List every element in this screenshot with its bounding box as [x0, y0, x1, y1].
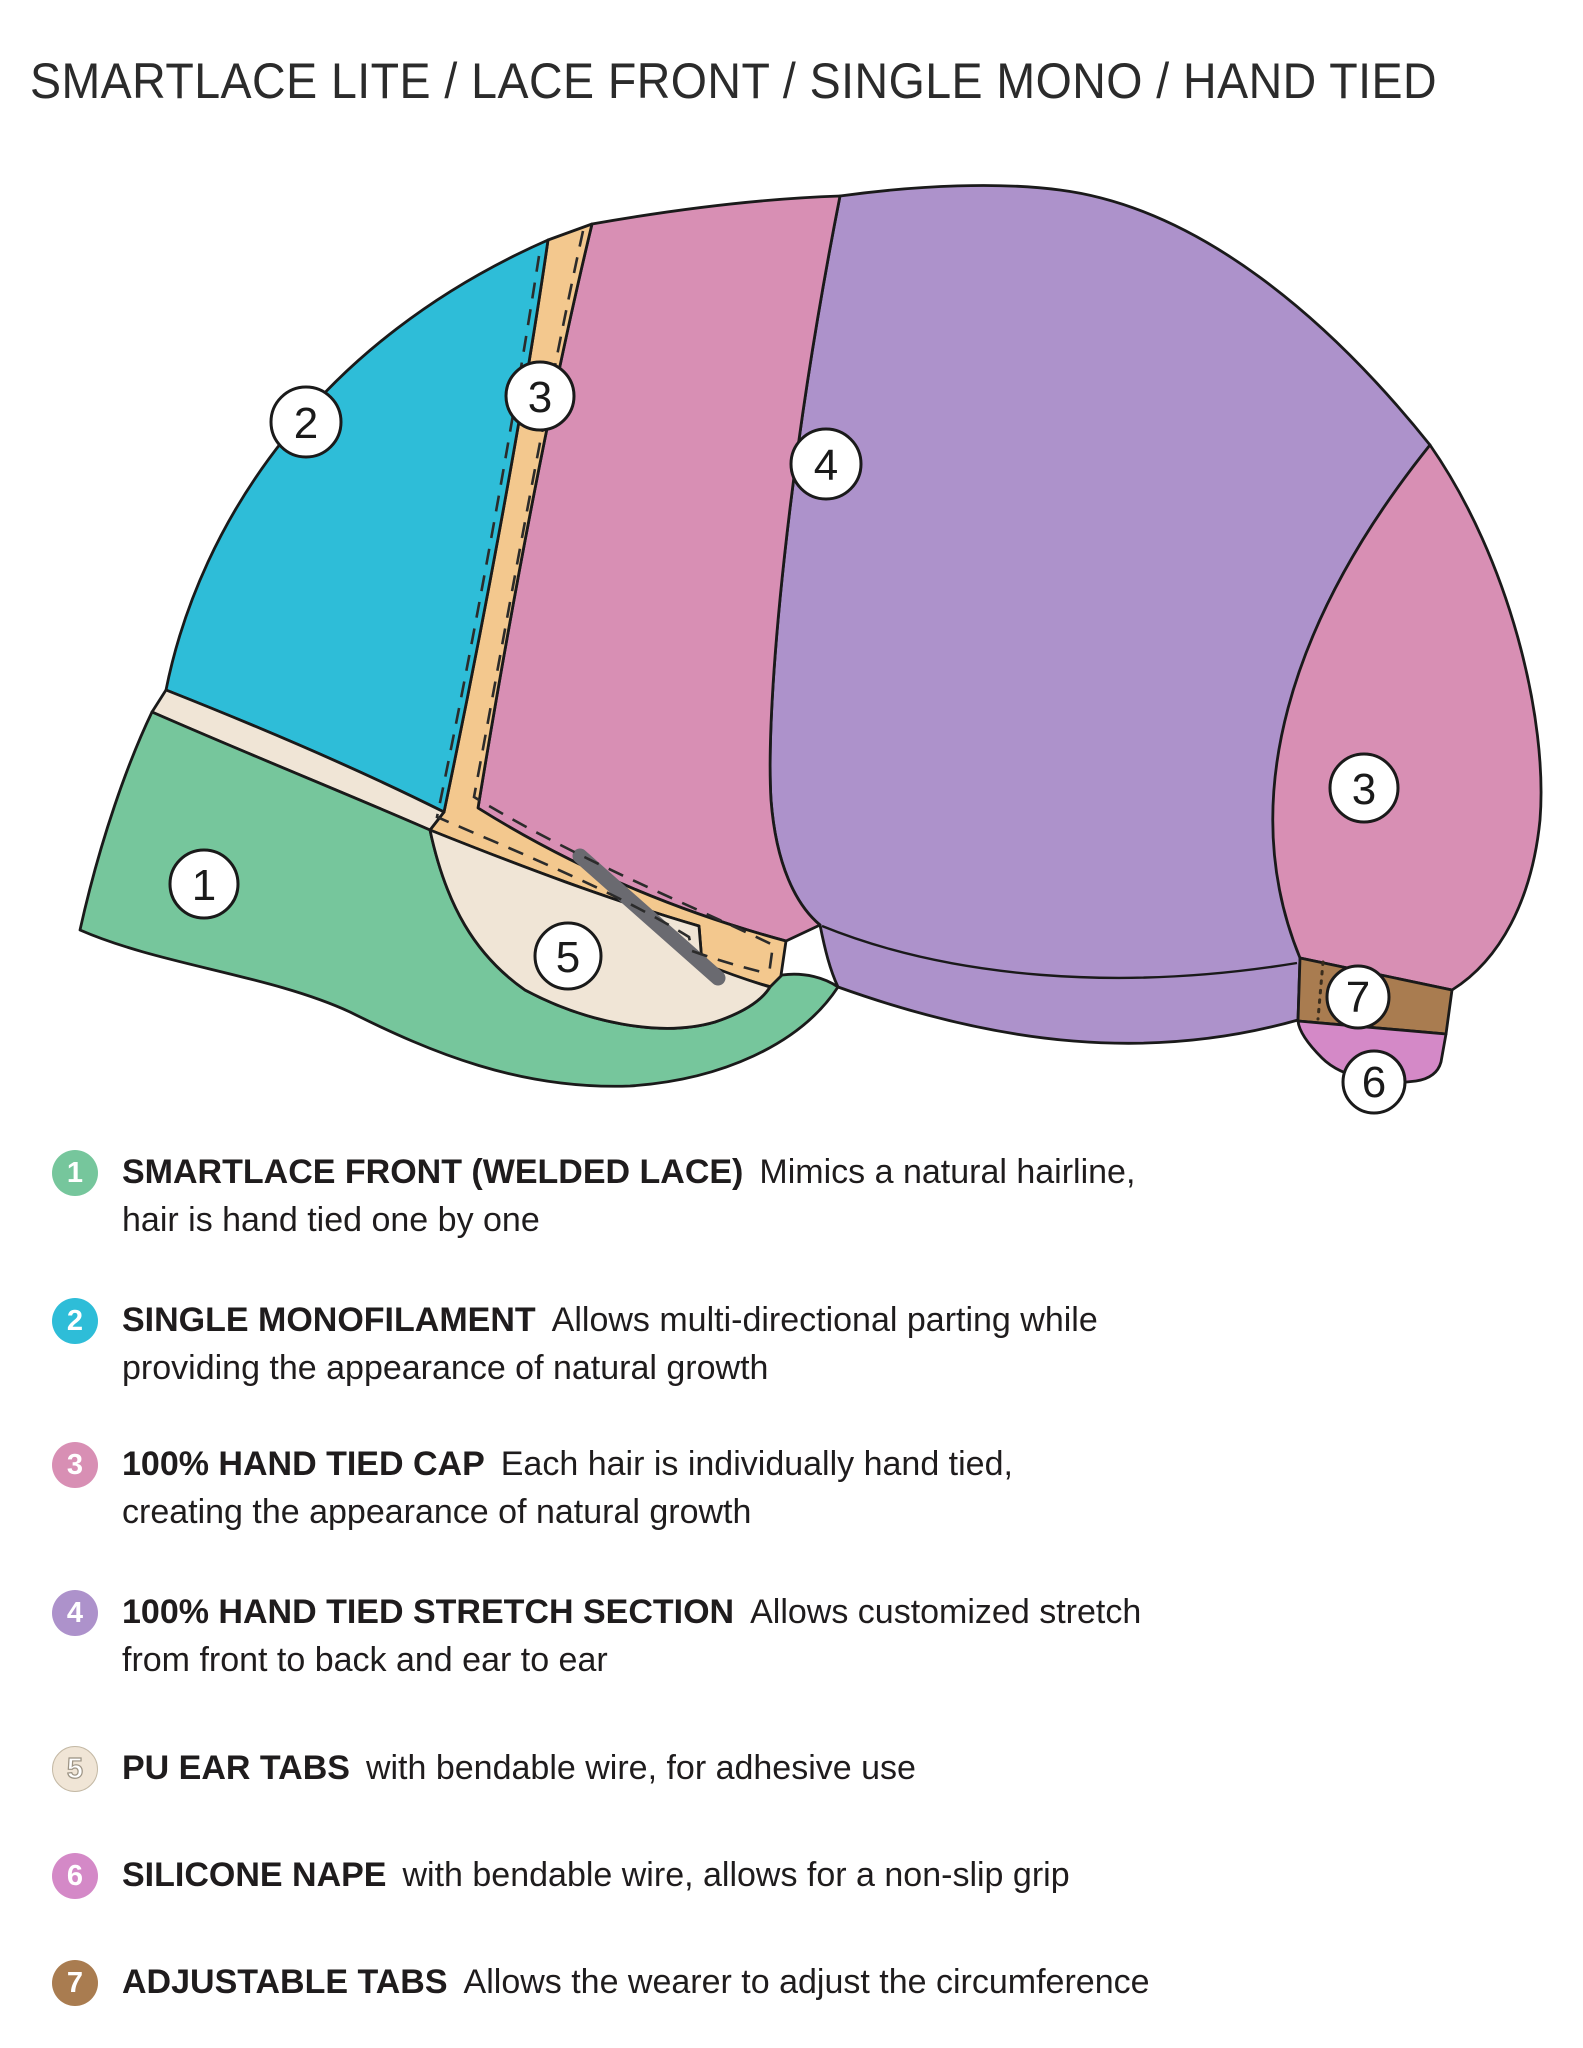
- legend-item-ear-tabs: [52, 1744, 1542, 1792]
- legend-badge-7: 7: [52, 1960, 98, 2006]
- legend-text: [122, 1440, 1013, 1536]
- marker-hand-tied-front: [506, 362, 574, 430]
- svg-text:1: 1: [191, 861, 217, 910]
- marker-silicone-nape: [1343, 1051, 1405, 1113]
- marker-ear-tab: [535, 923, 601, 989]
- legend-text: [122, 1148, 1135, 1244]
- legend-title: 100% HAND TIED CAP: [122, 1445, 485, 1483]
- legend-text: [122, 1744, 916, 1792]
- legend-item-adjustable-tabs: [52, 1958, 1542, 2006]
- legend-badge-4: 4: [52, 1590, 98, 1636]
- marker-single-mono: [271, 387, 341, 457]
- legend-desc-line: Mimics a natural hairline,: [759, 1153, 1136, 1191]
- marker-hand-tied-back: [1330, 754, 1398, 822]
- legend-title: SMARTLACE FRONT (WELDED LACE): [122, 1153, 744, 1191]
- legend-desc-line: Allows customized stretch: [750, 1593, 1142, 1631]
- legend-desc-line: with bendable wire, for adhesive use: [365, 1749, 916, 1787]
- legend-title: PU EAR TABS: [122, 1749, 350, 1787]
- legend-desc-line: Each hair is individually hand tied,: [500, 1445, 1013, 1483]
- legend-badge-5: 5: [52, 1746, 98, 1792]
- legend-text: [122, 1958, 1150, 2006]
- page-title: SMARTLACE LITE / LACE FRONT / SINGLE MONO / HAND TIED: [30, 53, 1438, 109]
- legend-item-smartlace-front: [52, 1148, 1542, 1244]
- svg-text:3: 3: [1351, 765, 1377, 814]
- legend-badge-1: 1: [52, 1150, 98, 1196]
- svg-text:2: 2: [293, 399, 319, 448]
- legend-text: [122, 1296, 1098, 1392]
- legend-text: [122, 1851, 1070, 1899]
- legend-item-single-mono: [52, 1296, 1542, 1392]
- svg-text:6: 6: [1361, 1058, 1387, 1107]
- legend-title: 100% HAND TIED STRETCH SECTION: [122, 1593, 735, 1631]
- legend-badge-6: 6: [52, 1853, 98, 1899]
- legend-desc-line: from front to back and ear to ear: [122, 1641, 608, 1679]
- svg-text:5: 5: [555, 933, 581, 982]
- legend-title: ADJUSTABLE TABS: [122, 1963, 448, 2001]
- legend-desc-line: with bendable wire, allows for a non-slip grip: [402, 1856, 1070, 1894]
- legend-desc-line: creating the appearance of natural growth: [122, 1493, 752, 1531]
- legend-desc-line: Allows the wearer to adjust the circumference: [463, 1963, 1150, 2001]
- legend-title: SILICONE NAPE: [122, 1856, 387, 1894]
- legend-item-hand-tied-cap: [52, 1440, 1542, 1536]
- legend-desc-line: hair is hand tied one by one: [122, 1201, 540, 1239]
- svg-text:3: 3: [527, 373, 553, 422]
- legend-badge-3: 3: [52, 1442, 98, 1488]
- legend-title: SINGLE MONOFILAMENT: [122, 1301, 536, 1339]
- legend-desc-line: Allows multi-directional parting while: [551, 1301, 1098, 1339]
- svg-text:7: 7: [1345, 973, 1371, 1022]
- legend-badge-2: 2: [52, 1298, 98, 1344]
- svg-text:4: 4: [813, 441, 839, 490]
- legend-desc-line: providing the appearance of natural growth: [122, 1349, 769, 1387]
- legend-text: [122, 1588, 1141, 1684]
- marker-stretch-section: [791, 429, 861, 499]
- marker-adjustable-tab: [1327, 966, 1389, 1028]
- legend-item-silicone-nape: [52, 1851, 1542, 1899]
- marker-smartlace-front: [170, 850, 238, 918]
- legend-item-stretch-section: [52, 1588, 1542, 1684]
